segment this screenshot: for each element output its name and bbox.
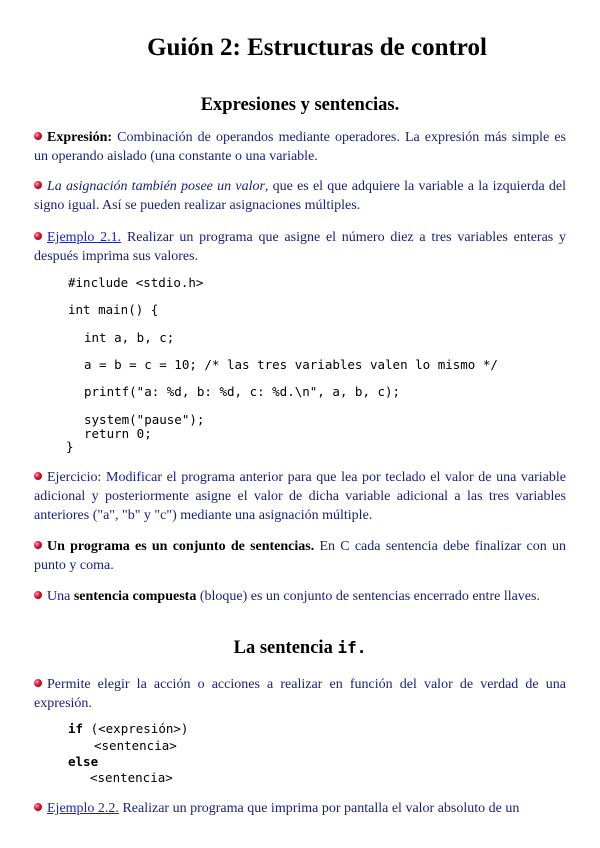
paragraph-sentencia-compuesta [34,587,566,606]
code-line: } [66,439,74,454]
code-line: return 0; [84,426,152,441]
paragraph-programa-sentencias [34,537,566,575]
section-heading-if [0,638,600,659]
section-heading-expresiones: Expresiones y sentencias. [200,95,400,115]
bullet-icon [34,803,42,811]
paragraph-example-2-2 [34,799,566,818]
paragraph-asignacion [34,177,566,215]
bullet-icon [34,181,42,189]
paragraph-expresion [34,128,566,166]
code-line: #include <stdio.h> [68,275,204,290]
compuesta-bold: sentencia compuesta [73,589,197,604]
code-line: system("pause"); [84,412,205,427]
paragraph-if-description [34,675,566,713]
if-heading-prefix: La sentencia [233,638,338,658]
code-line: printf("a: %d, b: %d, c: %d.\n", a, b, c); [84,384,401,399]
term-expresion: Expresión: [47,130,113,145]
code-line: int a, b, c; [84,330,175,345]
code-line: <sentencia> [94,738,177,753]
example-2-1-link[interactable]: Ejemplo 2.1. [47,230,122,245]
page-title: Guión 2: Estructuras de control [147,34,487,61]
expresion-definition: Combinación de operandos mediante operadores. La expresión más simple es un operando aislado (una constante o una variable. [34,130,566,164]
code-line [68,721,188,736]
bullet-icon [34,232,42,240]
bullet-icon [34,132,42,140]
paragraph-ejercicio [34,468,566,525]
paragraph-example-2-1 [34,228,566,266]
compuesta-pre: Una [47,589,74,604]
if-heading-code: if. [337,638,367,657]
asignacion-italic: La asignación también posee un valor [47,179,265,194]
example-2-2-link[interactable]: Ejemplo 2.2. [47,801,119,816]
code-line: <sentencia> [90,770,173,785]
if-condition: (<expresión>) [83,721,189,736]
bullet-icon [34,679,42,687]
programa-bold: Un programa es un conjunto de sentencias. [47,539,315,554]
example-2-2-text: Realizar un programa que imprima por pantalla el valor absoluto de un [118,801,520,816]
compuesta-post: (bloque) es un conjunto de sentencias encerrado entre llaves. [196,589,540,604]
else-keyword: else [68,754,99,769]
programa-text: En C cada sentencia debe finalizar con un punto y coma. [34,539,567,573]
asignacion-text: , que es el que adquiere la variable a la izquierda del signo igual. Así se pueden realizar asignaciones múltiples. [34,179,566,213]
code-line: a = b = c = 10; /* las tres variables valen lo mismo */ [84,357,498,372]
ejercicio-text: Ejercicio: Modificar el programa anterior para que lea por teclado el valor de una variable adicional y posteriormente asigne el valor de dicha variable adicional a las tres variables anteriores ("a", "b" y "c") mediante una asignación múltiple. [34,470,566,523]
code-line: int main() { [68,302,159,317]
bullet-icon [34,541,42,549]
if-description-text: Permite elegir la acción o acciones a realizar en función del valor de verdad de una expresión. [34,677,566,711]
bullet-icon [34,591,42,599]
if-keyword: if [68,721,84,736]
example-2-1-text: Realizar un programa que asigne el número diez a tres variables enteras y después imprima sus valores. [34,230,566,264]
bullet-icon [34,472,42,480]
